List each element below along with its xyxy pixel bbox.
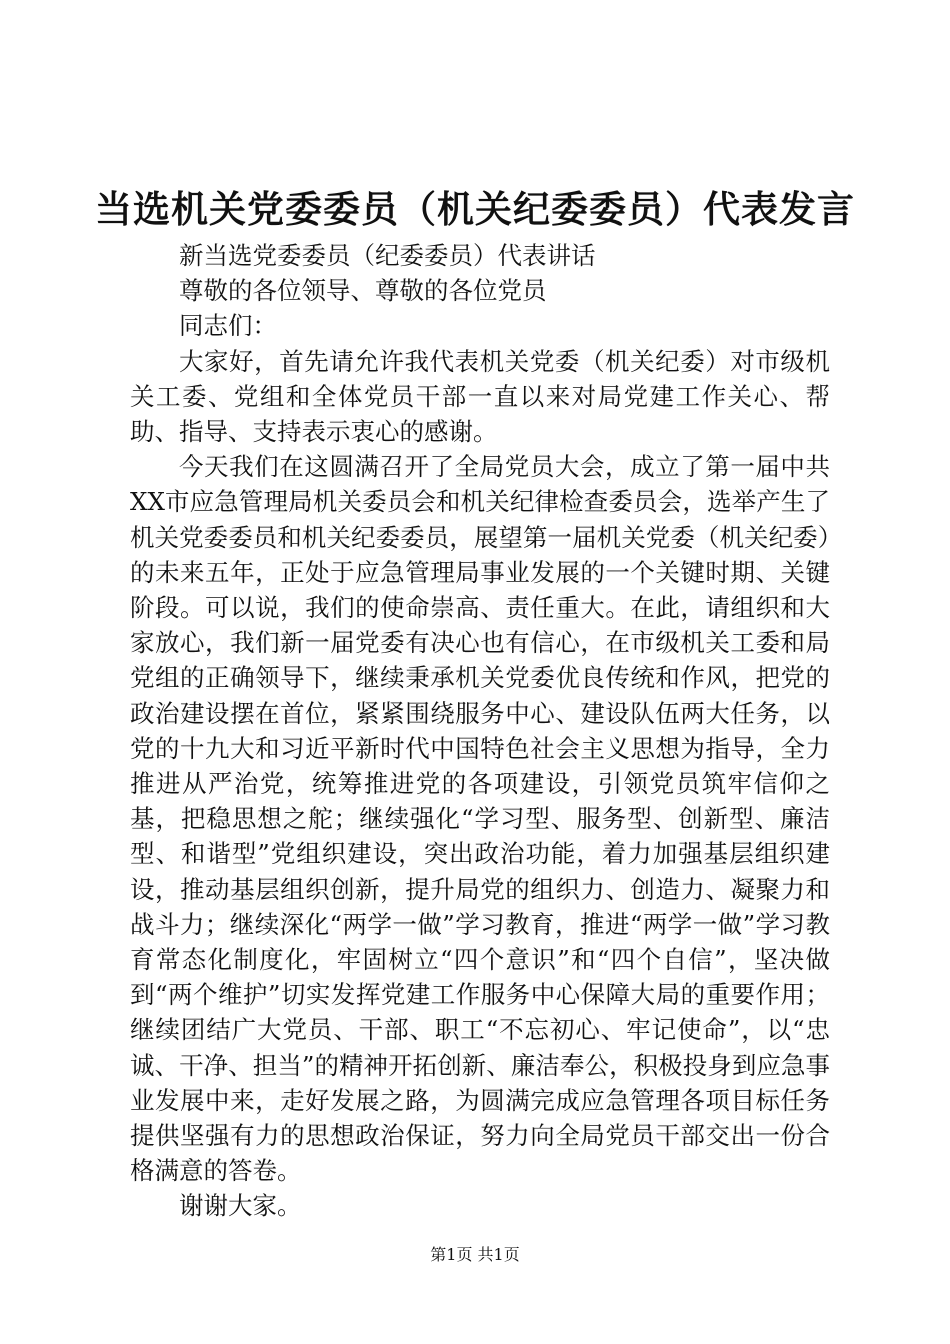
salutation-comrades: 同志们： bbox=[179, 311, 277, 341]
salutation-line: 尊敬的各位领导、尊敬的各位党员 bbox=[179, 276, 547, 306]
paragraph-thanks: 大家好，首先请允许我代表机关党委（机关纪委）对市级机关工委、党组和全体党员干部一直以来对局党建工作关心、帮助、指导、支持表示衷心的感谢。 bbox=[130, 346, 830, 447]
speech-subtitle: 新当选党委委员（纪委委员）代表讲话 bbox=[179, 241, 596, 270]
document-title: 当选机关党委委员（机关纪委委员）代表发言 bbox=[95, 187, 855, 231]
paragraph-main: 今天我们在这圆满召开了全局党员大会，成立了第一届中共XX市应急管理局机关委员会和机关纪律检查委员会，选举产生了机关党委委员和机关纪委委员，展望第一届机关党委（机关纪委）的未来五年，正处于应急管理局事业发展的一个关键时期、关键阶段。可以说，我们的使命崇高、责任重大。在此，请组织和大家放心，我们新一届党委有决心也有信心，在市级机关工委和局党组的正确领导下，继续秉承机关党委优良传统和作风，把党的政治建设摆在首位，紧紧围绕服务中心、建设队伍两大任务，以党的十九大和习近平新时代中国特色社会主义思想为指导，全力推进从严治党，统筹推进党的各项建设，引领党员筑牢信仰之基，把稳思想之舵；继续强化“学习型、服务型、创新型、廉洁型、和谐型”党组织建设，突出政治功能，着力加强基层组织建设，推动基层组织创新，提升局党的组织力、创造力、凝聚力和战斗力；继续深化“两学一做”学习教育，推进“两学一做”学习教育常态化制度化，牢固树立“四个意识”和“四个自信”，坚决做到“两个维护”切实发挥党建工作服务中心保障大局的重要作用；继续团结广大党员、干部、职工“不忘初心、牢记使命”，以“忠诚、干净、担当”的精神开拓创新、廉洁奉公，积极投身到应急事业发展中来，走好发展之路，为圆满完成应急管理各项目标任务提供坚强有力的思想政治保证，努力向全局党员干部交出一份合格满意的答卷。 bbox=[130, 452, 830, 1186]
page-number: 第1页 共1页 bbox=[430, 1245, 520, 1264]
closing-line: 谢谢大家。 bbox=[179, 1191, 302, 1221]
document-body bbox=[130, 238, 830, 1224]
